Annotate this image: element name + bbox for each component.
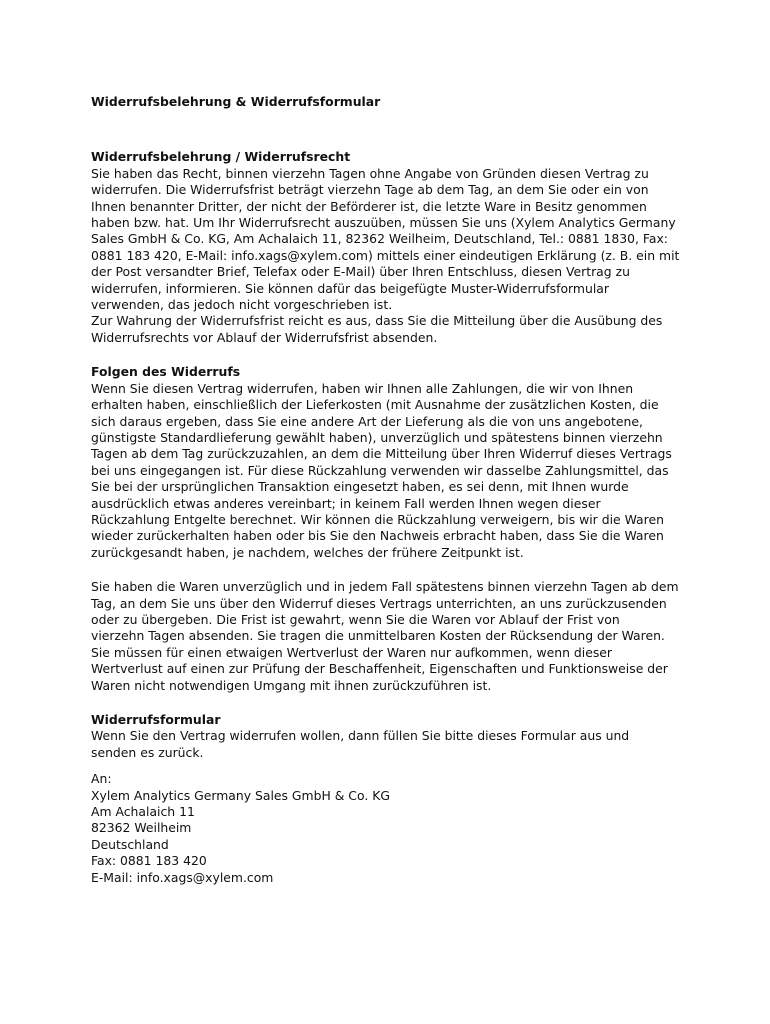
section-heading-consequences: Folgen des Widerrufs [91,364,241,380]
section-spacer [91,346,691,364]
consequences-paragraph-2: Sie haben die Waren unverzüglich und in jedem Fall spätestens binnen vierzehn Tagen ab dem Tag, an dem Sie uns über den Widerruf dieses Vertrags unterrichten, an uns zurückzusenden oder zu übergeben. Die Frist ist gewahrt, wenn Sie die Waren vor Ablauf der Frist von vierzehn Tagen absenden. Sie tragen die unmittelbaren Kosten der Rücksendung der Waren. Sie müssen für einen etwaigen Wertverlust der Waren nur aufkommen, wenn dieser Wertverlust auf einen zur Prüfung der Beschaffenheit, Eigenschaften und Funktionsweise der Waren nicht notwendigen Umgang mit ihnen zurückzuführen ist. [91,579,679,693]
address-fax: Fax: 0881 183 420 [91,853,207,869]
paragraph-spacer [91,761,691,771]
recipient-address [91,771,691,886]
section-spacer [91,694,691,712]
withdrawal-right-paragraph-1: Sie haben das Recht, binnen vierzehn Tagen ohne Angabe von Gründen diesen Vertrag zu widerrufen. Die Widerrufsfrist beträgt vierzehn Tage ab dem Tag, an dem Sie oder ein von Ihnen benannter Dritter, der nicht der Beförderer ist, die letzte Ware in Besitz genommen haben bzw. hat. Um Ihr Widerrufsrecht auszuüben, müssen Sie uns (Xylem Analytics Germany Sales GmbH & Co. KG, Am Achalaich 11, 82362 Weilheim, Deutschland, Tel.: 0881 1830, Fax: 0881 183 420, E-Mail: info.xags@xylem.com) mittels einer eindeutigen Erklärung (z. B. ein mit der Post versandter Brief, Telefax oder E-Mail) über Ihren Entschluss, diesen Vertrag zu widerrufen, informieren. Sie können dafür das beigefügte Muster-Widerrufsformular verwenden, das jedoch nicht vorgeschrieben ist. [91,165,680,313]
section-heading-form: Widerrufsformular [91,712,221,727]
consequences-paragraph-1: Wenn Sie diesen Vertrag widerrufen, haben wir Ihnen alle Zahlungen, die wir von Ihnen erhalten haben, einschließlich der Lieferkosten (mit Ausnahme der zusätzlichen Kosten, die sich daraus ergeben, dass Sie eine andere Art der Lieferung als die von uns angebotene, günstigste Standardlieferung gewählt haben), unverzüglich und spätestens binnen vierzehn Tagen ab dem Tag zurückzuzahlen, an dem die Mitteilung über Ihren Widerruf dieses Vertrags bei uns eingegangen ist. Für diese Rückzahlung verwenden wir dasselbe Zahlungsmittel, das Sie bei der ursprünglichen Transaktion eingesetzt haben, es sei denn, mit Ihnen wurde ausdrücklich etwas anderes vereinbart; in keinem Fall werden Ihnen wegen dieser Rückzahlung Entgelte berechnet. Wir können die Rückzahlung verweigern, bis wir die Waren wieder zurückerhalten haben oder bis Sie den Nachweis erbracht haben, dass Sie die Waren zurückgesandt haben, je nachdem, welches der frühere Zeitpunkt ist. [91,380,672,560]
section-form [91,712,691,886]
address-country: Deutschland [91,836,169,852]
section-consequences [91,364,691,694]
form-intro: Wenn Sie den Vertrag widerrufen wollen, dann füllen Sie bitte dieses Formular aus und senden es zurück. [91,728,630,760]
document-content [91,94,691,886]
address-email: E-Mail: info.xags@xylem.com [91,869,274,885]
document-title: Widerrufsbelehrung & Widerrufsformular [91,94,381,109]
section-withdrawal-right [91,149,691,346]
section-heading-withdrawal-right: Widerrufsbelehrung / Widerrufsrecht [91,149,351,165]
paragraph-spacer [91,561,691,579]
address-label: An: [91,771,112,787]
withdrawal-right-paragraph-2: Zur Wahrung der Widerrufsfrist reicht es aus, dass Sie die Mitteilung über die Ausübung des Widerrufsrechts vor Ablauf der Widerrufsfrist absenden. [91,313,663,345]
address-street: Am Achalaich 11 [91,804,195,820]
address-city: 82362 Weilheim [91,820,192,836]
address-company: Xylem Analytics Germany Sales GmbH & Co. KG [91,787,390,803]
